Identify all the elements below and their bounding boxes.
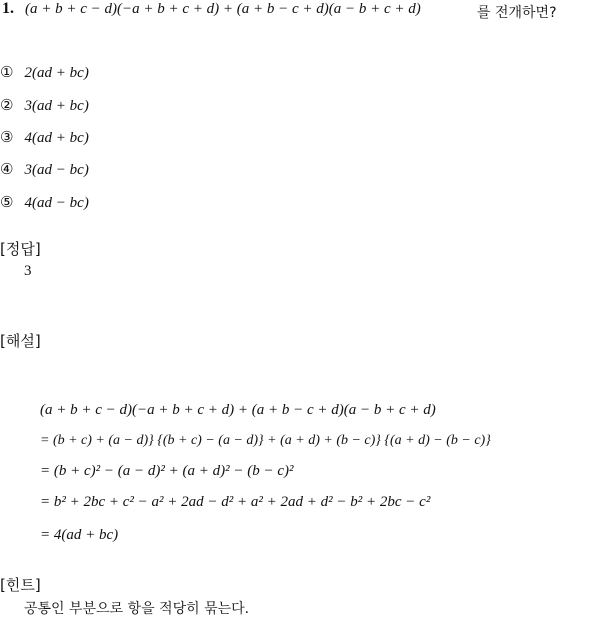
question-expression: (a + b + c − d)(−a + b + c + d) + (a + b − c + d)(a − b + c + d) bbox=[25, 1, 421, 17]
solution-line-4: = b² + 2bc + c² − a² + 2ad − d² + a² + 2ad + d² − b² + 2bc − c² bbox=[40, 494, 431, 510]
choice-text: 2(ad + bc) bbox=[24, 65, 89, 81]
choice-1[interactable] bbox=[0, 62, 89, 82]
answer-value: 3 bbox=[24, 263, 32, 279]
choice-mark: ④ bbox=[0, 160, 14, 178]
choice-text: 4(ad − bc) bbox=[24, 195, 89, 211]
choice-2[interactable] bbox=[0, 95, 89, 115]
solution-line-2: = (b + c) + (a − d)} {(b + c) − (a − d)} + (a + d) + (b − c)} {(a + d) − (b − c)} bbox=[40, 433, 491, 448]
solution-line-1: (a + b + c − d)(−a + b + c + d) + (a + b − c + d)(a − b + c + d) bbox=[40, 402, 436, 418]
choice-4[interactable] bbox=[0, 159, 89, 179]
choice-text: 3(ad − bc) bbox=[24, 162, 89, 178]
choice-text: 4(ad + bc) bbox=[24, 130, 89, 146]
choice-mark: ③ bbox=[0, 128, 14, 146]
solution-line-5: = 4(ad + bc) bbox=[40, 527, 119, 543]
hint-text: 공통인 부분으로 항을 적당히 묶는다. bbox=[24, 601, 250, 617]
choice-text: 3(ad + bc) bbox=[24, 98, 89, 114]
answer-heading: [정답] bbox=[0, 240, 41, 258]
question-number: 1. bbox=[2, 0, 14, 17]
solution-line-3: = (b + c)² − (a − d)² + (a + d)² − (b − c)² bbox=[40, 463, 294, 479]
choice-3[interactable] bbox=[0, 127, 89, 147]
question-prompt: 를 전개하면? bbox=[477, 5, 557, 21]
choice-mark: ① bbox=[0, 63, 14, 81]
choice-5[interactable] bbox=[0, 192, 89, 212]
choice-mark: ② bbox=[0, 96, 14, 114]
choice-mark: ⑤ bbox=[0, 193, 14, 211]
hint-heading: [힌트] bbox=[0, 576, 41, 594]
solution-heading: [해설] bbox=[0, 332, 41, 350]
